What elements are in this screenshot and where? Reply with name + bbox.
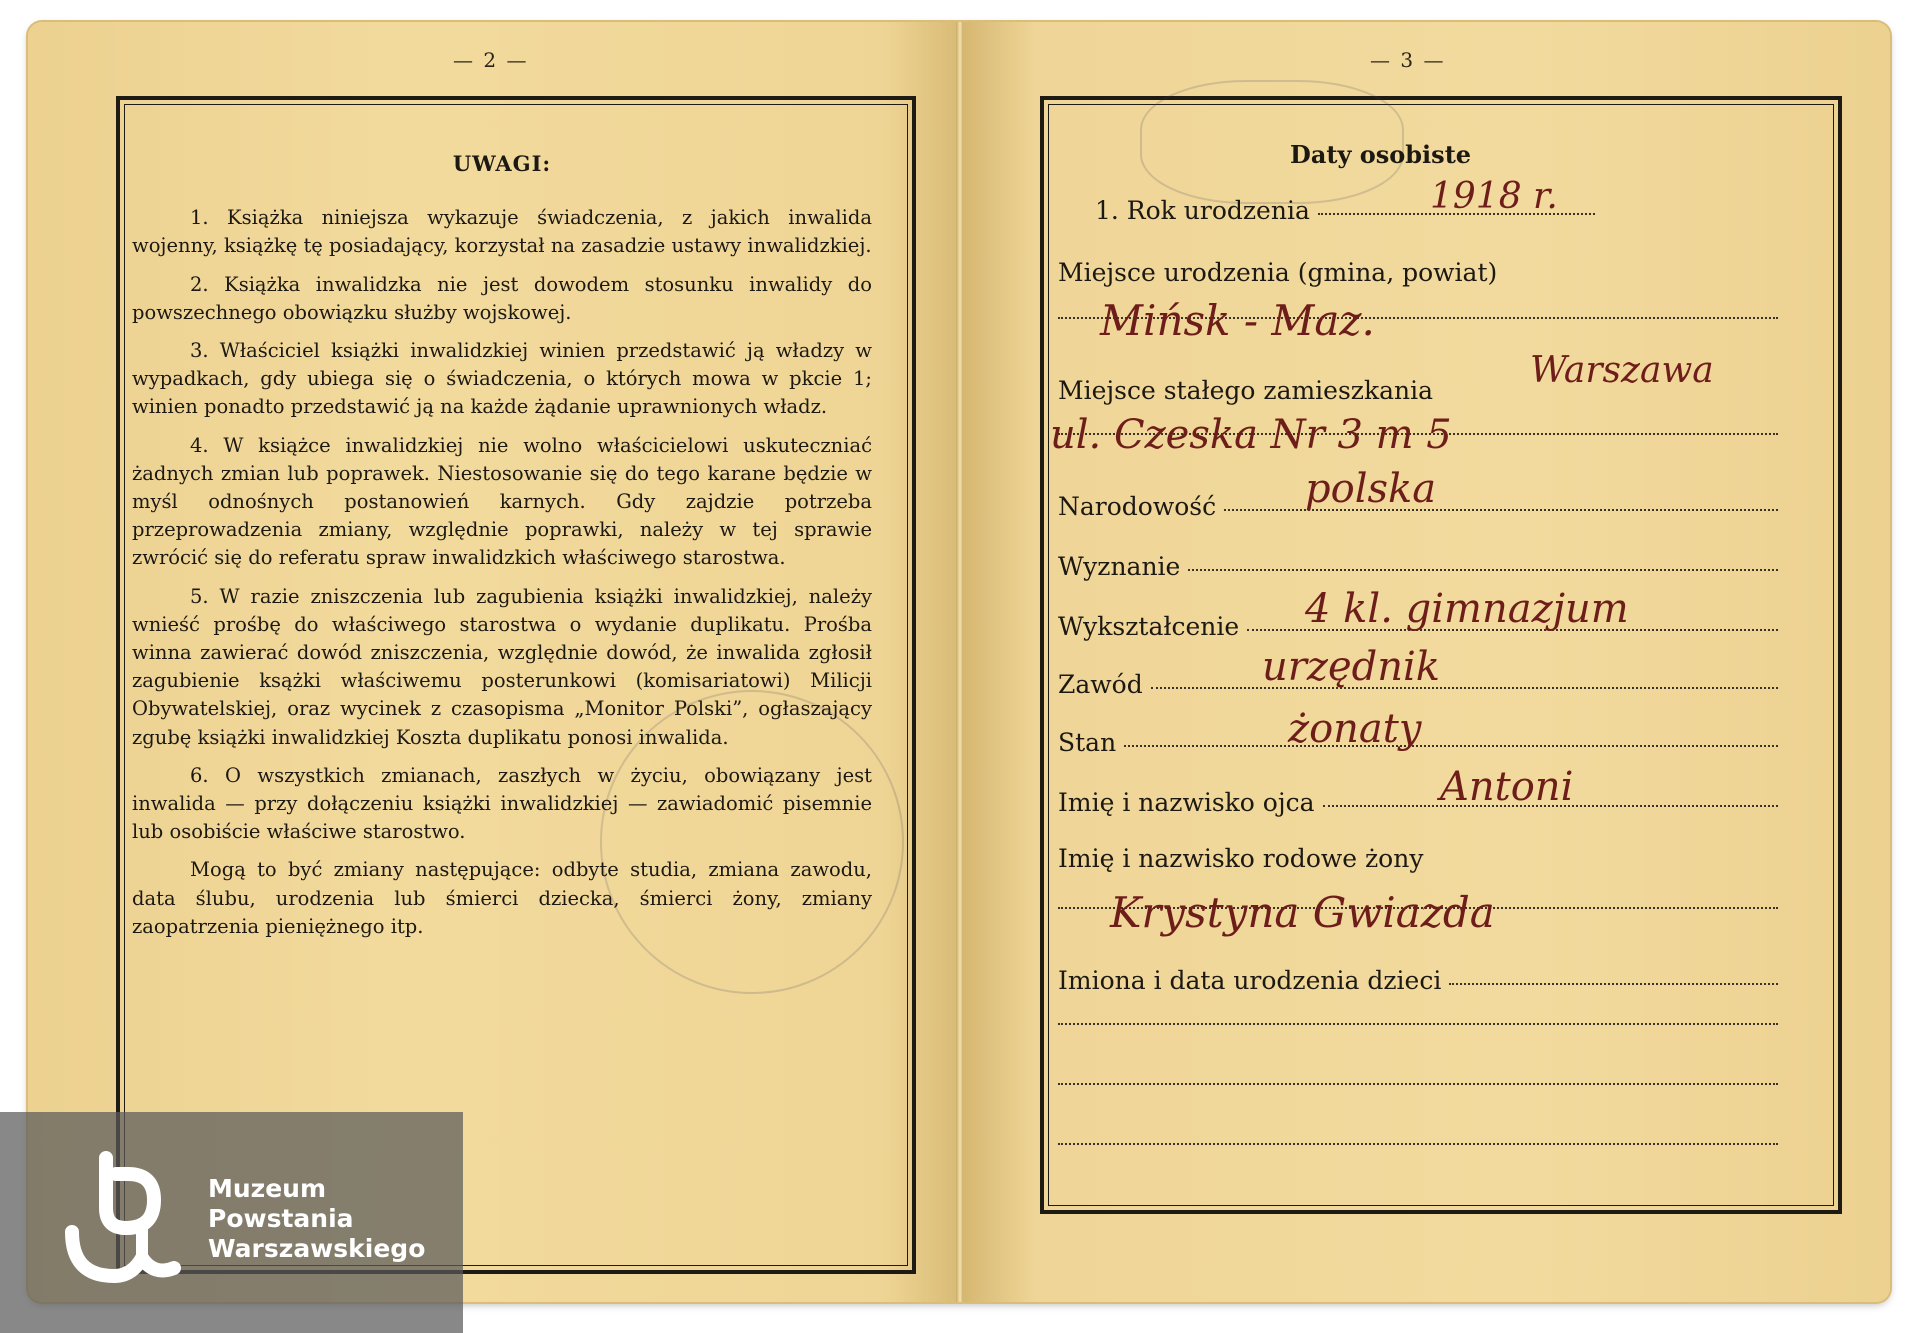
residence-value-city: Warszawa bbox=[1530, 350, 1714, 391]
nationality-label: Narodowość bbox=[1058, 492, 1217, 521]
museum-name-line-1: Muzeum bbox=[208, 1174, 327, 1203]
occupation-value: urzędnik bbox=[1262, 644, 1441, 690]
wife-value: Krystyna Gwiazda bbox=[1110, 888, 1495, 937]
wife-row bbox=[1058, 844, 1778, 873]
father-row bbox=[1058, 788, 1778, 817]
note-paragraph-7: Mogą to być zmiany następujące: odbyte studia, zmiana zawodu, data ślubu, urodzenia lub śmierci dziecka, śmierci żony, zmiany zaopatrzenia pieniężnego itp. bbox=[132, 858, 872, 938]
status-value: żonaty bbox=[1288, 706, 1422, 752]
children-line-3 bbox=[1058, 1146, 1778, 1176]
education-value: 4 kl. gimnazjum bbox=[1305, 586, 1629, 632]
museum-logo-text bbox=[208, 1174, 425, 1264]
note-paragraph-4: 4. W książce inwalidzkiej nie wolno właścicielowi uskuteczniać żadnych zmian lub poprawek. Niestosowanie się do tego karane będzie w myśl odnośnych postanowień karnych. Gdy zajdzie potrzeba przeprowadzenia zmiany, względnie poprawki, należy w tej sprawie zwrócić się do referatu spraw inwalidzkich właściwego starostwa. bbox=[132, 433, 872, 570]
residence-row bbox=[1058, 376, 1518, 405]
father-value: Antoni bbox=[1440, 764, 1574, 810]
children-label: Imiona i data urodzenia dzieci bbox=[1058, 966, 1442, 995]
notes-heading: UWAGI: bbox=[452, 151, 552, 176]
notes-section bbox=[132, 150, 872, 951]
note-paragraph-6: 6. O wszystkich zmianach, zaszłych w życiu, obowiązany jest inwalida — przy dołączeniu książki inwalidzkiej — zawiadomić pisemnie lub osobiście właściwe starostwo. bbox=[132, 763, 872, 844]
residence-label: Miejsce stałego zamieszkania bbox=[1058, 376, 1434, 405]
museum-name-line-3: Warszawskiego bbox=[208, 1234, 426, 1263]
residence-value-street: ul. Czeska Nr 3 m 5 bbox=[1050, 412, 1452, 458]
birth-year-value: 1918 r. bbox=[1430, 176, 1558, 217]
note-paragraph-5: 5. W razie zniszczenia lub zagubienia książki inwalidzkiej, należy wnieść prośbę do właściwego starostwa o wydanie duplikatu. Prośba winna zawierać dowód zniszczenia, względnie dowód, że inwalida zgłosił zagubienie ksążki właściwemu posterunkowi (komisariatowi) Milicji Obywatelskiej, oraz wycinek z czasopisma „Monitor Polski”, ogłaszający zgubę książki inwalidzkiej Koszta duplikatu ponosi inwalida. bbox=[132, 584, 872, 749]
birth-year-label: 1. Rok urodzenia bbox=[1095, 196, 1310, 225]
page-number-left: — 2 — bbox=[453, 48, 529, 72]
children-line-1 bbox=[1058, 1026, 1778, 1056]
wife-label: Imię i nazwisko rodowe żony bbox=[1058, 844, 1424, 873]
note-paragraph-2: 2. Książka inwalidzka nie jest dowodem stosunku inwalidy do powszechnego obowiązku służby wojskowej. bbox=[132, 272, 872, 324]
status-label: Stan bbox=[1058, 728, 1117, 757]
birthplace-label: Miejsce urodzenia (gmina, powiat) bbox=[1058, 258, 1498, 287]
occupation-label: Zawód bbox=[1058, 670, 1143, 699]
kotwica-logo-icon bbox=[58, 1148, 188, 1288]
religion-label: Wyznanie bbox=[1058, 552, 1181, 581]
children-row bbox=[1058, 966, 1778, 995]
museum-name-line-2: Powstania bbox=[208, 1204, 354, 1233]
religion-row bbox=[1058, 552, 1778, 581]
father-label: Imię i nazwisko ojca bbox=[1058, 788, 1315, 817]
education-label: Wykształcenie bbox=[1058, 612, 1240, 641]
birthplace-value: Mińsk - Maz. bbox=[1100, 296, 1375, 345]
page-number-right: — 3 — bbox=[1370, 48, 1446, 72]
personal-data-title: Daty osobiste bbox=[1290, 140, 1472, 169]
birthplace-row bbox=[1058, 258, 1778, 287]
children-line-2 bbox=[1058, 1086, 1778, 1116]
note-paragraph-3: 3. Właściciel książki inwalidzkiej winien przedstawić ją władzy w wypadkach, gdy ubiega się o świadczenia, o których mowa w pkcie 1; winien ponadto przedstawić ją na każde żądanie uprawnionych władz. bbox=[132, 339, 872, 419]
note-paragraph-1: 1. Książka niniejsza wykazuje świadczenia, z jakich inwalida wojenny, książkę tę posiadający, korzystał na zasadzie ustawy inwalidzkiej. bbox=[132, 206, 872, 258]
nationality-value: polska bbox=[1305, 466, 1437, 512]
